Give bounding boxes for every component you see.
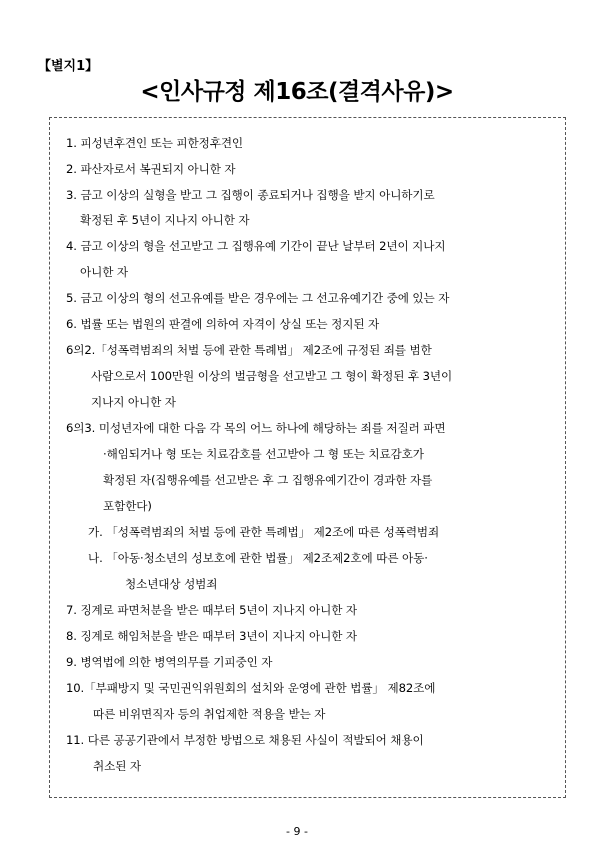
clause-11: 11. 다른 공공기관에서 부정한 방법으로 채용된 사실이 적발되어 채용이 bbox=[66, 733, 424, 747]
clause-6-2-cont-2: 지나지 아니한 자 bbox=[91, 395, 176, 409]
clause-6-3-item-ga: 가. 「성폭력범죄의 처벌 등에 관한 특례법」 제2조에 따른 성폭력범죄 bbox=[88, 525, 440, 539]
clause-10: 10.「부패방지 및 국민권익위원회의 설치와 운영에 관한 법률」 제82조에 bbox=[66, 681, 436, 695]
clause-6-3-item-na-cont: 청소년대상 성범죄 bbox=[125, 577, 218, 591]
document-title: <인사규정 제16조(결격사유)> bbox=[140, 79, 454, 105]
clause-6-3-cont-1: ·해임되거나 형 또는 치료감호를 선고받아 그 형 또는 치료감호가 bbox=[103, 447, 424, 461]
clause-4-cont: 아니한 자 bbox=[80, 265, 128, 279]
clause-8: 8. 징계로 해임처분을 받은 때부터 3년이 지나지 아니한 자 bbox=[66, 629, 358, 643]
clause-2: 2. 파산자로서 복권되지 아니한 자 bbox=[66, 162, 236, 176]
clause-6-3-cont-2: 확정된 자(집행유예를 선고받은 후 그 집행유예기간이 경과한 자를 bbox=[103, 473, 433, 487]
clause-3: 3. 금고 이상의 실형을 받고 그 집행이 종료되거나 집행을 받지 아니하기로 bbox=[66, 188, 435, 202]
clause-6-3-item-na: 나. 「아동·청소년의 성보호에 관한 법률」 제2조제2호에 따른 아동· bbox=[88, 551, 428, 565]
clause-6-3-cont-3: 포함한다) bbox=[103, 499, 152, 513]
clause-6-3: 6의3. 미성년자에 대한 다음 각 목의 어느 하나에 해당하는 죄를 저질러 파면 bbox=[66, 421, 446, 435]
clause-9: 9. 병역법에 의한 병역의무를 기피중인 자 bbox=[66, 655, 273, 669]
clause-6-2-cont-1: 사람으로서 100만원 이상의 벌금형을 선고받고 그 형이 확정된 후 3년이 bbox=[91, 369, 453, 383]
clause-4: 4. 금고 이상의 형을 선고받고 그 집행유예 기간이 끝난 날부터 2년이 지나지 bbox=[66, 239, 446, 253]
clause-6-2: 6의2.「성폭력범죄의 처벌 등에 관한 특례법」 제2조에 규정된 죄를 범한 bbox=[66, 343, 432, 357]
clause-11-cont: 취소된 자 bbox=[93, 759, 141, 773]
appendix-tag: 【별지1】 bbox=[38, 59, 99, 74]
clause-7: 7. 징계로 파면처분을 받은 때부터 5년이 지나지 아니한 자 bbox=[66, 603, 358, 617]
page-number: - 9 - bbox=[286, 825, 308, 838]
clause-3-cont: 확정된 후 5년이 지나지 아니한 자 bbox=[80, 213, 250, 227]
clause-1: 1. 피성년후견인 또는 피한정후견인 bbox=[66, 136, 244, 150]
clause-10-cont: 따른 비위면직자 등의 취업제한 적용을 받는 자 bbox=[93, 707, 326, 721]
clause-6: 6. 법률 또는 법원의 판결에 의하여 자격이 상실 또는 정지된 자 bbox=[66, 317, 380, 331]
clause-5: 5. 금고 이상의 형의 선고유예를 받은 경우에는 그 선고유예기간 중에 있는 자 bbox=[66, 291, 450, 305]
